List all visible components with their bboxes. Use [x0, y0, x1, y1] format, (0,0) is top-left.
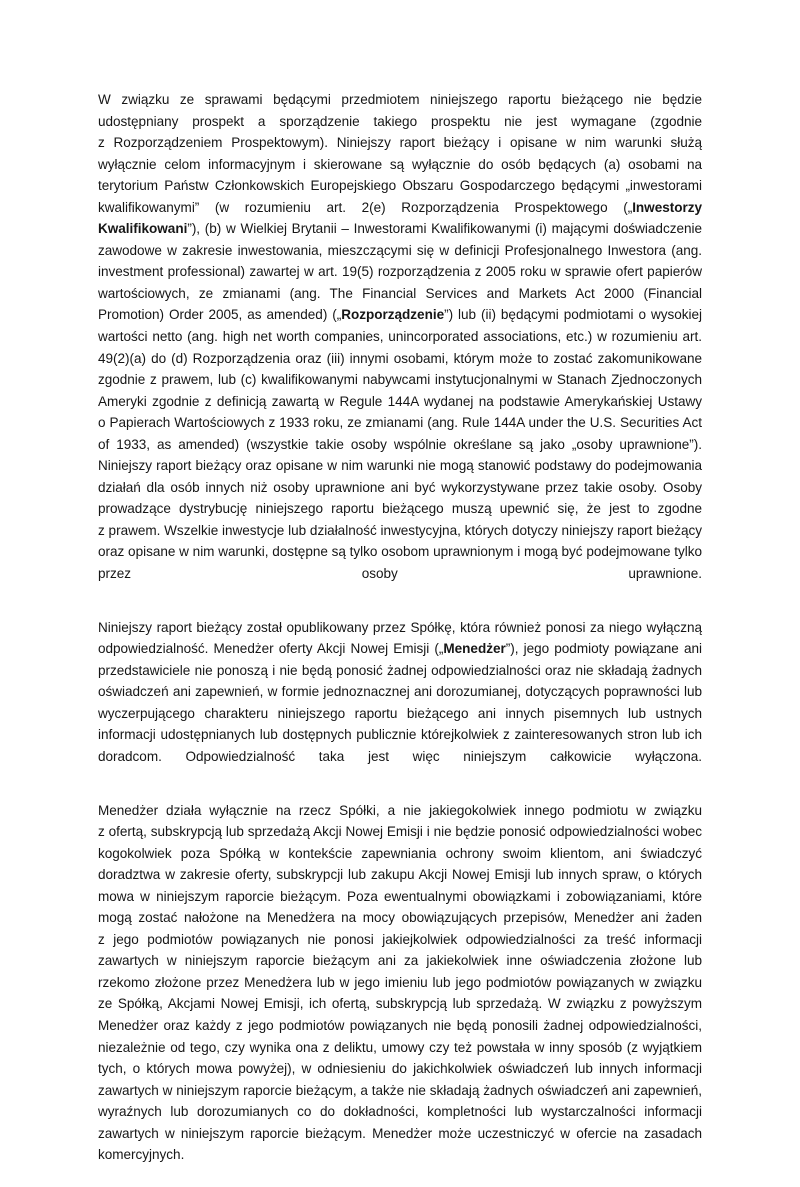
- paragraph: [98, 617, 702, 789]
- text-run: W związku ze sprawami będącymi przedmiotem niniejszego raportu bieżącego nie będzie udostępniany prospekt a sporządzenie takiego prospektu nie jest wymagane (zgodnie z Rozporządzeniem Prospektowym). Niniejszy raport bieżący i opisane w nim warunki służą wyłącznie celom informacyjnym i skierowane są wyłącznie do osób będących (a) osobami na terytorium Państw Członkowskich Europejskiego Obszaru Gospodarczego będącymi „inwestorami kwalifikowanymi” (w rozumieniu art. 2(e) Rozporządzenia Prospektowego („: [98, 92, 702, 215]
- defined-term: Rozporządzenie: [341, 307, 444, 322]
- text-run: ”), (b) w Wielkiej Brytanii – Inwestorami Kwalifikowanymi (i) mającymi doświadczenie zawodowe w zakresie inwestowania, mieszczącymi się w definicji Profesjonalnego Inwestora (ang. investment professional) zawartej w art. 19(5) rozporządzenia z 2005 roku w sprawie ofert papierów wartościowych, ze zmianami (ang. The Financial Services and Markets Act 2000 (Financial Promotion) Order 2005, as amended) („: [98, 221, 702, 322]
- paragraph: [98, 800, 702, 1187]
- text-run: ”), jego podmioty powiązane ani przedstawiciele nie ponoszą i nie będą ponosić żadnej odpowiedzialności oraz nie składają żadnych oświadczeń ani zapewnień, w formie jednoznacznej ani dorozumianej, dotyczących poprawności lub wyczerpującego charakteru niniejszego raportu bieżącego ani innych pisemnych lub ustnych informacji udostępnianych lub dostępnych publicznie którejkolwiek z zainteresowanych stron lub ich doradcom. Odpowiedzialność taka jest więc niniejszym całkowicie wyłączona.: [98, 641, 702, 764]
- text-run: Niniejszy raport bieżący został opublikowany przez Spółkę, która również ponosi za niego wyłączną odpowiedzialność. Menedżer oferty Akcji Nowej Emisji („: [98, 620, 702, 657]
- document-body: [98, 89, 702, 1187]
- text-run: ”) lub (ii) będącymi podmiotami o wysokiej wartości netto (ang. high net worth companies, unincorporated associations, etc.) w rozumieniu art. 49(2)(a) do (d) Rozporządzenia oraz (iii) innymi osobami, którym może to zostać zakomunikowane zgodnie z prawem, lub (c) kwalifikowanymi nabywcami instytucjonalnymi w Stanach Zjednoczonych Ameryki zgodnie z definicją zawartą w Regule 144A wydanej na podstawie Amerykańskiej Ustawy o Papierach Wartościowych z 1933 roku, ze zmianami (ang. Rule 144A under the U.S. Securities Act of 1933, as amended) (wszystkie takie osoby wspólnie określane są jako „osoby uprawnione”). Niniejszy raport bieżący oraz opisane w nim warunki nie mogą stanowić podstawy do podejmowania działań dla osób innych niż osoby uprawnione ani być wykorzystywane przez takie osoby. Osoby prowadzące dystrybucję niniejszego raportu bieżącego muszą upewnić się, że jest to zgodne z prawem. Wszelkie inwestycje lub działalność inwestycyjna, których dotyczy niniejszy raport bieżący oraz opisane w nim warunki, dostępne są tylko osobom uprawnionym i mogą być podejmowane tylko przez osoby uprawnione.: [98, 307, 702, 581]
- paragraph: [98, 89, 702, 606]
- defined-term: Inwestorzy Kwalifikowani: [98, 200, 702, 237]
- text-run: Menedżer działa wyłącznie na rzecz Spółki, a nie jakiegokolwiek innego podmiotu w związku z ofertą, subskrypcją lub sprzedażą Akcji Nowej Emisji i nie będzie ponosić odpowiedzialności wobec kogokolwiek poza Spółką w kontekście zapewniania ochrony swoim klientom, ani świadczyć doradztwa w zakresie oferty, subskrypcji lub zakupu Akcji Nowej Emisji lub innych spraw, o których mowa w niniejszym raporcie bieżącym. Poza ewentualnymi obowiązkami i zobowiązaniami, które mogą zostać nałożone na Menedżera na mocy obowiązujących przepisów, Menedżer ani żaden z jego podmiotów powiązanych nie ponosi jakiejkolwiek odpowiedzialności za treść informacji zawartych w niniejszym raporcie bieżącym ani za jakiekolwiek inne oświadczenia złożone lub rzekomo złożone przez Menedżera lub w jego imieniu lub jego podmiotów powiązanych w związku ze Spółką, Akcjami Nowej Emisji, ich ofertą, subskrypcją lub sprzedażą. W związku z powyższym Menedżer oraz każdy z jego podmiotów powiązanych nie będą ponosili żadnej odpowiedzialności, niezależnie od tego, czy wynika ona z deliktu, umowy czy też powstała w inny sposób (z wyjątkiem tych, o których mowa powyżej), w odniesieniu do jakichkolwiek oświadczeń lub innych informacji zawartych w niniejszym raporcie bieżącym, a także nie składają żadnych oświadczeń ani zapewnień, wyraźnych lub dorozumianych co do dokładności, kompletności lub wystarczalności informacji zawartych w niniejszym raporcie bieżącym. Menedżer może uczestniczyć w ofercie na zasadach komercyjnych.: [98, 803, 702, 1163]
- defined-term: Menedżer: [443, 641, 505, 656]
